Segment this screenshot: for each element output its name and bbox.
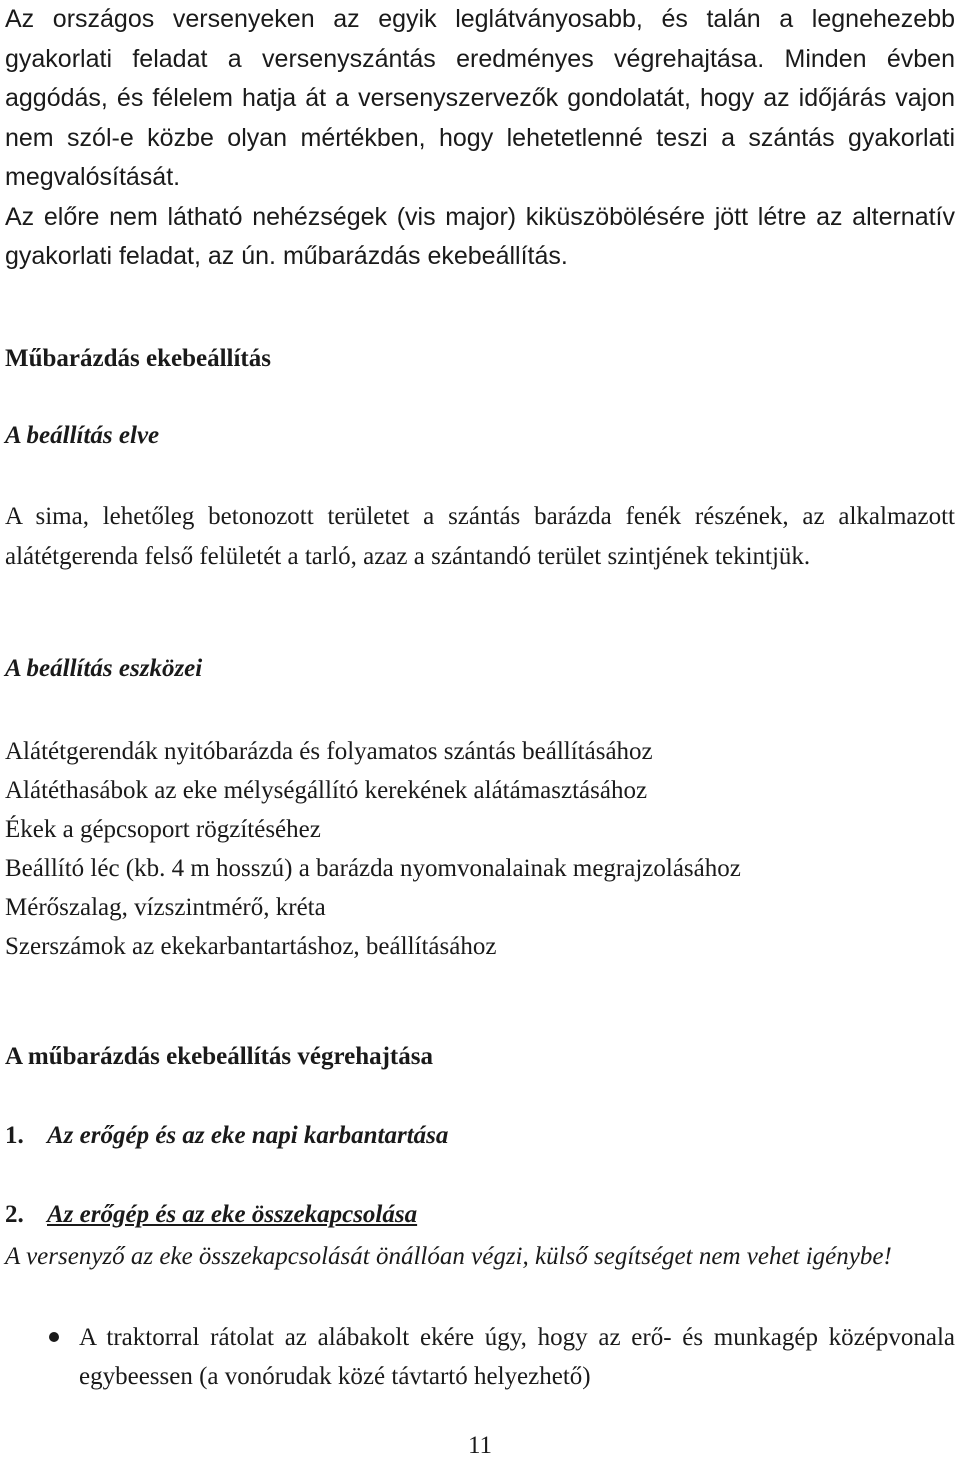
list-item: Mérőszalag, vízszintmérő, kréta: [5, 894, 326, 921]
page-number: 11: [467, 1432, 493, 1459]
list-item: Ékek a gépcsoport rögzítéséhez: [5, 816, 321, 843]
step-title: Az erőgép és az eke összekapcsolása: [47, 1201, 418, 1228]
step-2: [5, 1201, 417, 1229]
step-1: [5, 1122, 448, 1150]
list-item: Szerszámok az ekekarbantartáshoz, beállításához: [5, 933, 497, 960]
list-item: Alátétgerendák nyitóbarázda és folyamatos szántás beállításához: [5, 738, 653, 765]
step-title: Az erőgép és az eke napi karbantartása: [47, 1122, 449, 1149]
step-number: 2.: [5, 1201, 24, 1228]
principle-text: A sima, lehetőleg betonozott területet a szántás barázda fenék részének, az alkalmazott alátétgerenda felső felületét a tarló, azaz a szántandó terület szintjének tekintjük.: [5, 503, 955, 570]
bullet-text: A traktorral rátolat az alábakolt ekére úgy, hogy az erő- és munkagép középvonala egybeessen (a vonórudak közé távtartó helyezhető): [79, 1324, 955, 1390]
list-item: Alátéthasábok az eke mélységállító kerekének alátámasztásához: [5, 777, 648, 804]
list-item: [5, 1318, 955, 1396]
intro-text: [5, 0, 955, 277]
principle-heading: A beállítás elve: [5, 422, 160, 449]
section-title: Műbarázdás ekebeállítás: [5, 345, 271, 372]
intro-paragraph: Az előre nem látható nehézségek (vis major) kiküszöbölésére jött létre az alternatív gyakorlati feladat, az ún. műbarázdás ekebeállítás.: [5, 202, 955, 270]
list-item: Beállító léc (kb. 4 m hosszú) a barázda nyomvonalainak megrajzolásához: [5, 855, 741, 882]
bullet-list: [5, 1318, 955, 1396]
execution-title: A műbarázdás ekebeállítás végrehajtása: [5, 1043, 433, 1070]
tools-list: [5, 732, 741, 966]
intro-paragraph: Az országos versenyeken az egyik leglátványosabb, és talán a legnehezebb gyakorlati feladat a versenyszántás eredményes végrehajtása. Minden évben aggódás, és félelem hatja át a versenyszervezők gondolatát, hogy az időjárás vajon nem szól-e közbe olyan mértékben, hogy lehetetlenné teszi a szántás gyakorlati megvalósítását.: [5, 5, 955, 191]
tools-heading: A beállítás eszközei: [5, 655, 203, 682]
step-number: 1.: [5, 1122, 24, 1149]
step2-note: A versenyző az eke összekapcsolását önállóan végzi, külső segítséget nem vehet igénybe!: [5, 1243, 892, 1270]
bullet-icon: [49, 1332, 59, 1342]
